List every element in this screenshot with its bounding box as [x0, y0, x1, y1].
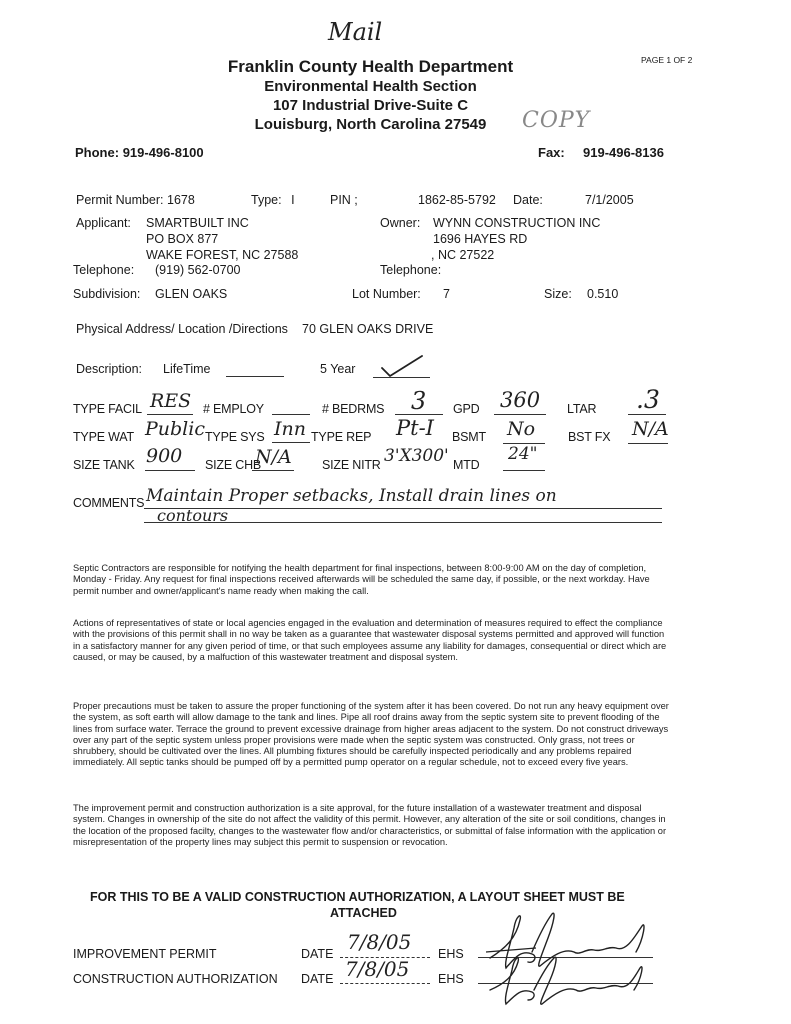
improvement-ehs-label: EHS: [438, 947, 464, 961]
department-title: Franklin County Health Department: [227, 57, 514, 76]
comments-rule-2: [144, 522, 662, 523]
construction-ehs-label: EHS: [438, 972, 464, 986]
physical-address-label: Physical Address/ Location /Directions: [76, 322, 288, 336]
size-tank-value: 900: [146, 445, 183, 467]
size-value: 0.510: [587, 287, 619, 301]
construction-date-value: 7/8/05: [345, 957, 410, 981]
bedrms-label: # BEDRMS: [322, 402, 385, 416]
checkmark-icon: [378, 352, 428, 380]
bst-fx-value: N/A: [632, 418, 669, 440]
copy-stamp: COPY: [522, 108, 591, 133]
applicant-telephone-label: Telephone:: [73, 263, 135, 277]
construction-authorization-label: CONSTRUCTION AUTHORIZATION: [73, 972, 278, 986]
comments-line-1: Maintain Proper setbacks, Install drain lines on: [146, 486, 557, 506]
phone-value: 919-496-8100: [122, 145, 204, 160]
ehs-signature-2-icon: [478, 950, 658, 1010]
type-sys-label: TYPE SYS: [205, 430, 265, 444]
permit-number-row: [76, 193, 195, 207]
subdivision-value: GLEN OAKS: [155, 287, 228, 301]
ltar-label: LTAR: [567, 402, 597, 416]
type-facil-value: RES: [150, 390, 192, 412]
comments-line-2: contours: [157, 506, 229, 525]
date-label: Date:: [513, 193, 543, 207]
paragraph-liability: Actions of representatives of state or local agencies engaged in the evaluation and determination of measures required to effect the compliance with the provisions of this permit shall in no way be taken as a guarantee that wastewater disposal systems permitted and approved will function in a satisfactory manner for any given period of time, or that such employees assume any liability for damages, consequential or direct which are caused, or may be caused, by a malfuction of this wastewater treatment and disposal system.: [73, 618, 667, 662]
bedrms-value: 3: [411, 387, 427, 415]
size-tank-label: SIZE TANK: [73, 458, 135, 472]
page-indicator: PAGE 1 OF 2: [641, 55, 693, 65]
size-chb-value: N/A: [255, 446, 292, 468]
size-chb-label: SIZE CHB: [205, 458, 262, 472]
gpd-line: [494, 414, 546, 415]
type-sys-value: Inn: [274, 418, 306, 440]
employ-line: [272, 414, 310, 415]
bsmt-label: BSMT: [452, 430, 486, 444]
size-nitr-value: 3'X300': [384, 446, 449, 466]
owner-name: WYNN CONSTRUCTION INC: [433, 216, 601, 230]
applicant-address-2: WAKE FOREST, NC 27588: [146, 248, 299, 262]
address-line-1: 107 Industrial Drive-Suite C: [272, 97, 469, 114]
type-rep-value: Pt-I: [396, 416, 434, 440]
owner-telephone-label: Telephone:: [380, 263, 442, 277]
pin-value: 1862-85-5792: [418, 193, 496, 207]
paragraph-precautions: Proper precautions must be taken to assure the proper functioning of the system after it has been covered. Do not run any heavy equipment over the system, as soft earth will allow damage to the tank and lines. Pipe all roof drains away from the septic system site to prevent flooding of the lines from surface water. Terrace the ground to prevent excessive drainage from higher areas adjacent to the system. Do not construct driveways over any part of the septic system unless proper provisions were made when the septic system was constructed. Only grass, not trees or shrubbery, should be cultivated over the lines. All plumbing fixtures should be carefully inspected periodically and any problems repaired immediately. All septic tanks should be pumped off by a permitted pump operator on a regular schedule, not to exceed every five years.: [73, 701, 669, 768]
permit-type-value: I: [291, 193, 295, 207]
subdivision-label: Subdivision:: [73, 287, 141, 301]
employ-label: # EMPLOY: [203, 402, 264, 416]
physical-address-value: 70 GLEN OAKS DRIVE: [302, 322, 434, 336]
improvement-date-value: 7/8/05: [347, 930, 412, 954]
mtd-label: MTD: [453, 458, 480, 472]
size-chb-line: [252, 470, 294, 471]
fax-label: Fax:: [538, 145, 565, 160]
gpd-value: 360: [500, 388, 541, 412]
lifetime-label: LifeTime: [163, 362, 211, 376]
type-facil-line: [147, 414, 193, 415]
applicant-telephone: (919) 562-0700: [155, 263, 241, 277]
phone-label: Phone:: [75, 145, 120, 160]
mail-handwritten-note: Mail: [328, 18, 383, 46]
description-label: Description:: [76, 362, 142, 376]
bedrms-line: [395, 414, 443, 415]
improvement-permit-label: IMPROVEMENT PERMIT: [73, 947, 217, 961]
permit-number-label: Permit Number:: [76, 193, 164, 207]
permit-type-row: [251, 193, 295, 207]
mtd-line: [503, 470, 545, 471]
ltar-line: [628, 414, 666, 415]
fax-value: 919-496-8136: [583, 145, 664, 160]
paragraph-final-inspections: Septic Contractors are responsible for notifying the health department for final inspections, between 8:00-9:00 AM on the day of completion, Monday - Friday. Any request for final inspections received afterwards will be scheduled the same day, if possible, or the next workday. Have permit number and owner/applicant's name ready when making the call.: [73, 563, 650, 596]
applicant-label: Applicant:: [76, 216, 131, 230]
owner-label: Owner:: [380, 216, 421, 230]
size-tank-line: [145, 470, 195, 471]
owner-address-1: 1696 HAYES RD: [433, 232, 528, 246]
bst-fx-label: BST FX: [568, 430, 611, 444]
improvement-date-label: DATE: [301, 947, 334, 961]
permit-type-label: Type:: [251, 193, 282, 207]
size-label: Size:: [544, 287, 572, 301]
gpd-label: GPD: [453, 402, 480, 416]
type-wat-value: Public: [145, 418, 205, 440]
paragraph-site-approval: The improvement permit and construction authorization is a site approval, for the future installation of a wastewater treatment and disposal system. Changes in ownership of the site do not affect the validity of this permit. However, any alteration of the site or soil conditions, changes in the location of the proposed facilty, changes to the wastewater flow and/or characteristics, or submittal of false information with the application or misrepresentation of the property lines may subject this permit to suspension or revocation.: [73, 803, 667, 847]
applicant-address-1: PO BOX 877: [146, 232, 219, 246]
layout-notice-line-2: ATTACHED: [330, 906, 397, 920]
lot-number-label: Lot Number:: [352, 287, 421, 301]
bsmt-value: No: [507, 418, 536, 440]
comments-label: COMMENTS: [73, 496, 145, 510]
type-wat-label: TYPE WAT: [73, 430, 134, 444]
lifetime-checkbox-line[interactable]: [226, 376, 284, 377]
size-nitr-label: SIZE NITR: [322, 458, 381, 472]
layout-notice-line-1: FOR THIS TO BE A VALID CONSTRUCTION AUTHORIZATION, A LAYOUT SHEET MUST BE: [90, 890, 625, 904]
date-value: 7/1/2005: [585, 193, 634, 207]
type-facil-label: TYPE FACIL: [73, 402, 142, 416]
type-sys-line: [272, 442, 310, 443]
construction-date-line: [340, 983, 430, 984]
address-line-2: Louisburg, North Carolina 27549: [254, 116, 487, 133]
phone-row: [75, 145, 204, 160]
type-rep-label: TYPE REP: [311, 430, 372, 444]
section-title: Environmental Health Section: [264, 78, 477, 95]
construction-date-label: DATE: [301, 972, 334, 986]
permit-number-value: 1678: [167, 193, 195, 207]
five-year-label: 5 Year: [320, 362, 356, 376]
lot-number-value: 7: [443, 287, 450, 301]
bst-fx-line: [628, 443, 668, 444]
owner-address-2: , NC 27522: [431, 248, 495, 262]
mtd-value: 24": [508, 444, 538, 464]
pin-label: PIN ;: [330, 193, 358, 207]
applicant-name: SMARTBUILT INC: [146, 216, 249, 230]
ltar-value: .3: [636, 385, 660, 414]
